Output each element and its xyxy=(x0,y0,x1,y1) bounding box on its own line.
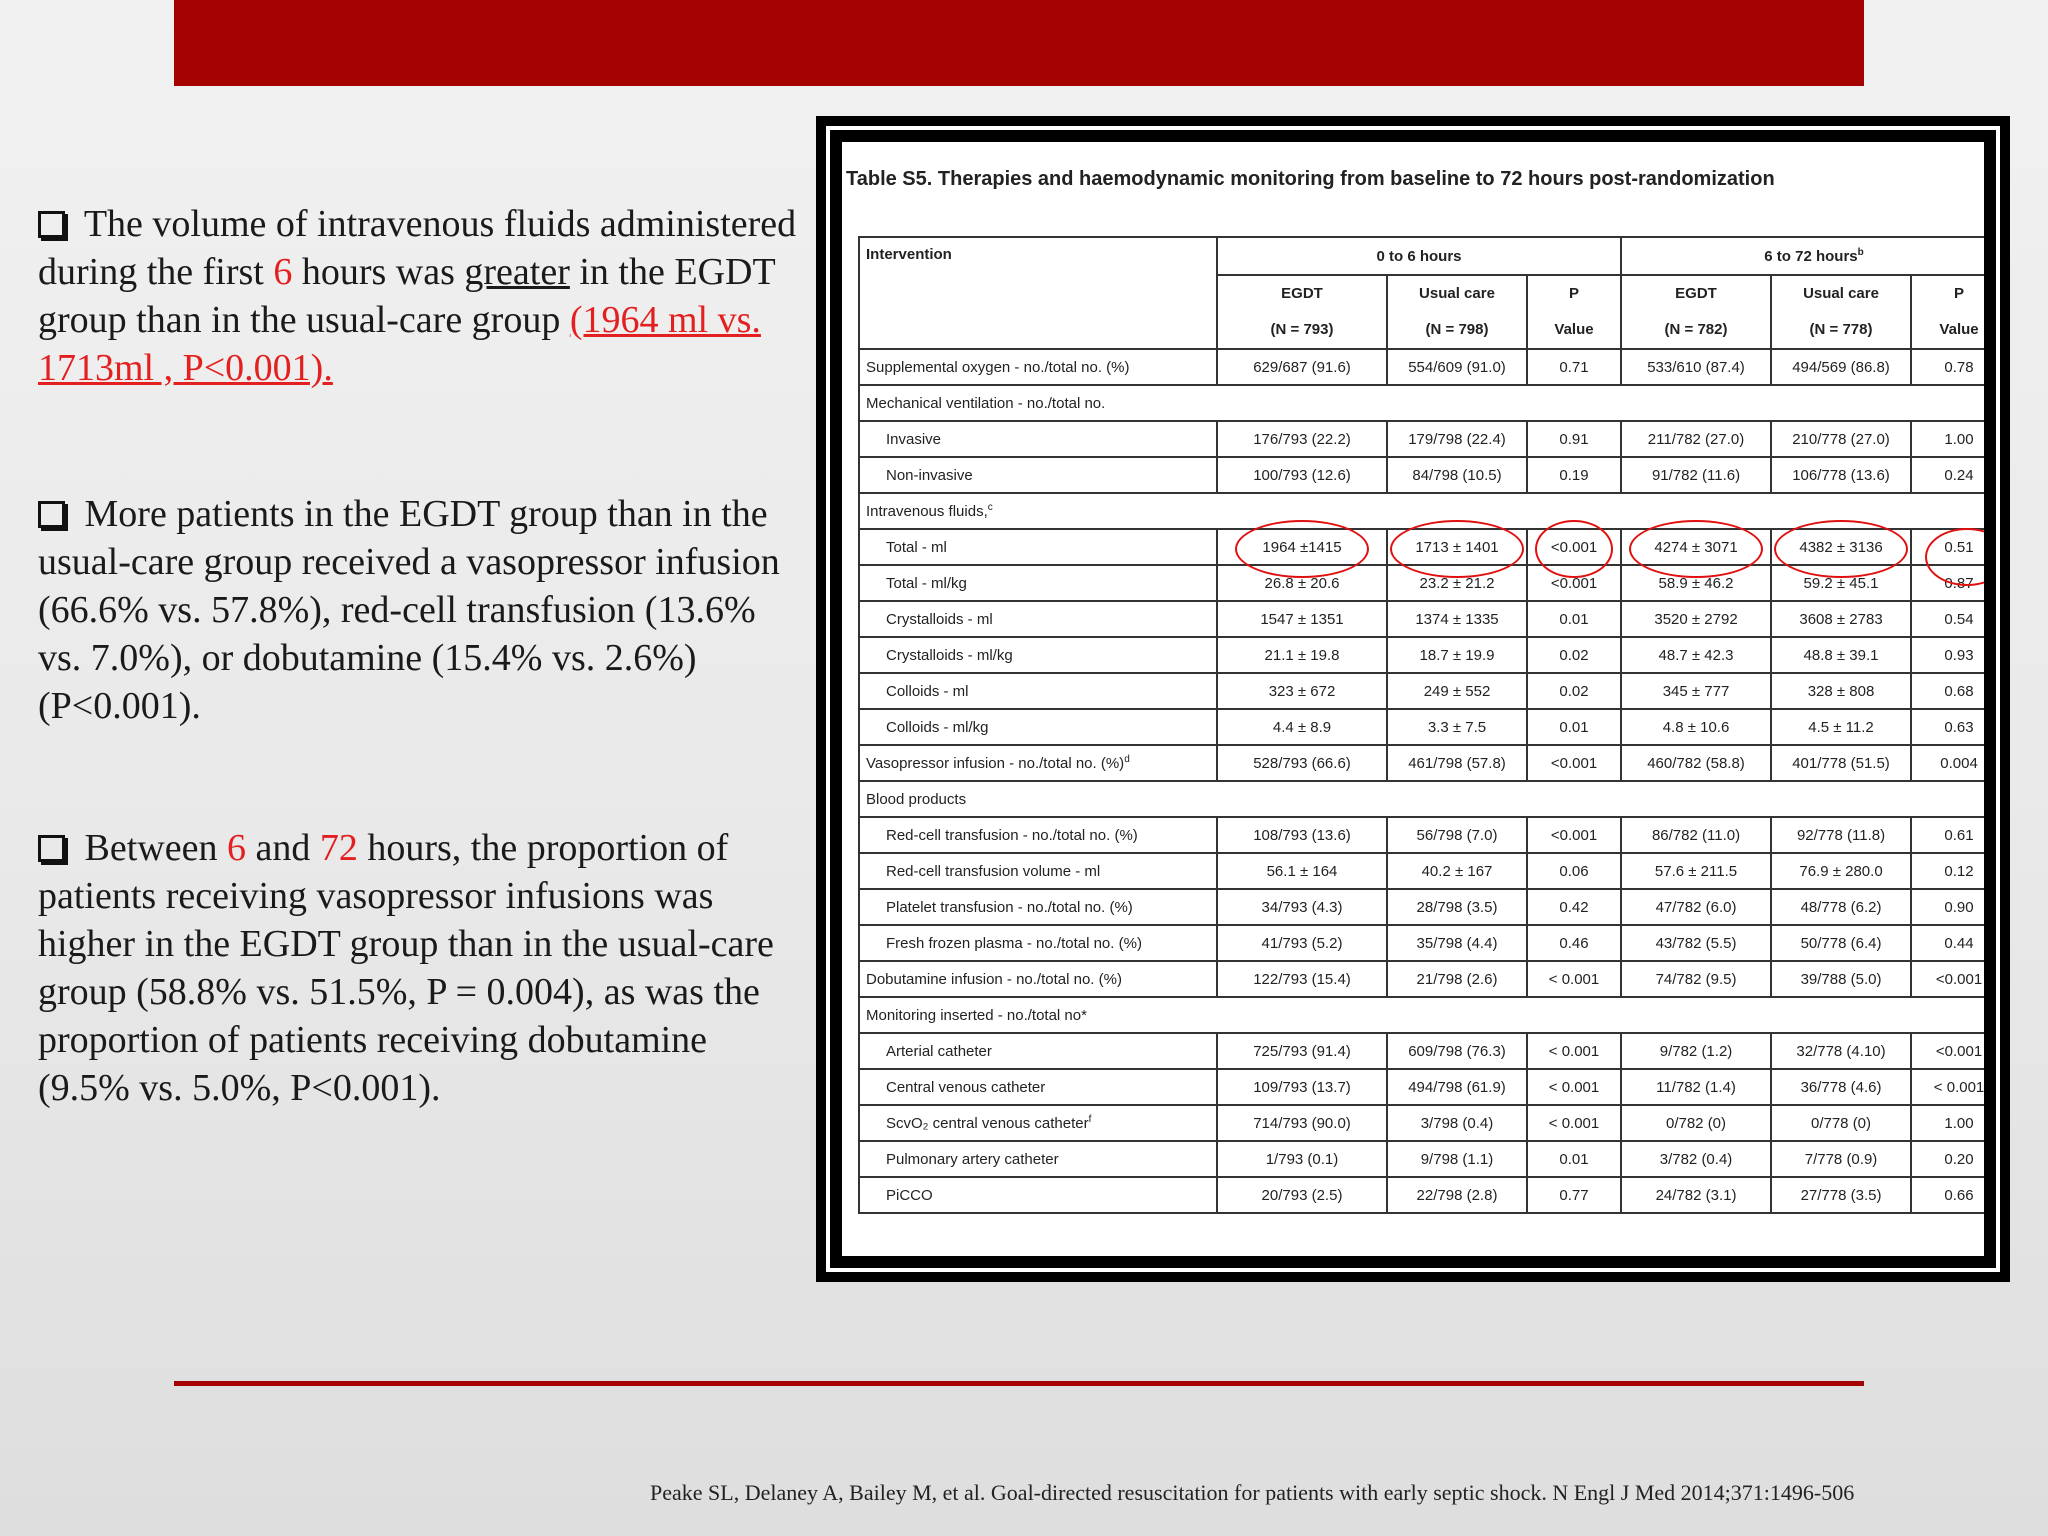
row-label-text: Mechanical ventilation - no./total no. xyxy=(866,394,1106,412)
cell-value: <0.001 xyxy=(1527,817,1621,853)
row-label-text: Pulmonary artery catheter xyxy=(886,1150,1059,1168)
row-label xyxy=(859,457,1217,493)
cell-value: 494/798 (61.9) xyxy=(1387,1069,1527,1105)
row-label xyxy=(859,1141,1217,1177)
row-label-text: PiCCO xyxy=(886,1186,933,1204)
bullet2-text: More patients in the EGDT group than in the usual-care group received a vasopressor infusion (66.6% vs. 57.8%), red-cell transfusion (13.6% vs. 7.0%), or dobutamine (15.4% vs. 2.6%)(P<0.001). xyxy=(38,493,780,727)
table-row xyxy=(859,1141,1984,1177)
highlight-circle xyxy=(1774,520,1908,578)
row-footnote-marker: c xyxy=(987,502,993,513)
frame-inner-border xyxy=(826,126,2000,1272)
row-footnote-marker: d xyxy=(1124,754,1130,765)
cell-value: 39/788 (5.0) xyxy=(1771,961,1911,997)
cell-value: 47/782 (6.0) xyxy=(1621,889,1771,925)
cell-value: < 0.001 xyxy=(1527,961,1621,997)
cell-value: 714/793 (90.0) xyxy=(1217,1105,1387,1141)
cell-value: 59.2 ± 45.1 xyxy=(1771,565,1911,601)
cell-value: 50/778 (6.4) xyxy=(1771,925,1911,961)
cell-value: 0.61 xyxy=(1911,817,1984,853)
header-usual-label: Usual care xyxy=(1419,285,1495,302)
cell-value: 92/778 (11.8) xyxy=(1771,817,1911,853)
row-label xyxy=(859,1033,1217,1069)
row-label xyxy=(859,1105,1217,1141)
row-label-text: Red-cell transfusion volume - ml xyxy=(886,862,1101,880)
cell-value: 0.46 xyxy=(1527,925,1621,961)
header-p-6-72 xyxy=(1911,275,1984,349)
cell-value: 1374 ± 1335 xyxy=(1387,601,1527,637)
cell-value: 0/778 (0) xyxy=(1771,1105,1911,1141)
row-label xyxy=(859,997,1984,1033)
cell-value: 41/793 (5.2) xyxy=(1217,925,1387,961)
row-label xyxy=(859,781,1984,817)
table-image-frame xyxy=(816,116,2010,1282)
row-label-text: Arterial catheter xyxy=(886,1042,992,1060)
row-label xyxy=(859,673,1217,709)
cell-value: <0.001 xyxy=(1911,1033,1984,1069)
cell-value: 0.01 xyxy=(1527,1141,1621,1177)
table-row xyxy=(859,961,1984,997)
header-6-to-72-label: 6 to 72 hours xyxy=(1764,248,1858,265)
cell-value: 0.01 xyxy=(1527,709,1621,745)
cell-value: 4.5 ± 11.2 xyxy=(1771,709,1911,745)
row-label xyxy=(859,709,1217,745)
cell-value: 460/782 (58.8) xyxy=(1621,745,1771,781)
cell-value: 179/798 (22.4) xyxy=(1387,421,1527,457)
cell-value: 0.71 xyxy=(1527,349,1621,385)
header-usual-6-72 xyxy=(1771,275,1911,349)
cell-value: 26.8 ± 20.6 xyxy=(1217,565,1387,601)
cell-value: 84/798 (10.5) xyxy=(1387,457,1527,493)
cell-value: 91/782 (11.6) xyxy=(1621,457,1771,493)
cell-value: 0.68 xyxy=(1911,673,1984,709)
cell-value: 0.24 xyxy=(1911,457,1984,493)
cell-value: 34/793 (4.3) xyxy=(1217,889,1387,925)
row-label-text: Total - ml/kg xyxy=(886,574,967,592)
cell-value: 122/793 (15.4) xyxy=(1217,961,1387,997)
header-usual-n: (N = 778) xyxy=(1809,321,1873,338)
cell-value: <0.001 xyxy=(1527,529,1621,565)
cell-value: 74/782 (9.5) xyxy=(1621,961,1771,997)
cell-value: < 0.001 xyxy=(1911,1069,1984,1105)
row-label xyxy=(859,601,1217,637)
cell-value: 1964 ±1415 xyxy=(1217,529,1387,565)
row-label xyxy=(859,1177,1217,1213)
cell-value: 48.7 ± 42.3 xyxy=(1621,637,1771,673)
cell-value: 0.78 xyxy=(1911,349,1984,385)
cell-value: 0.51 xyxy=(1911,529,1984,565)
table-row xyxy=(859,745,1984,781)
table-section-row xyxy=(859,385,1984,421)
header-egdt-0-6 xyxy=(1217,275,1387,349)
bullet1-text-1: The volume of intravenous fluids administered during the first xyxy=(38,203,797,293)
cell-value: 40.2 ± 167 xyxy=(1387,853,1527,889)
row-label-text: Invasive xyxy=(886,430,942,448)
cell-value: 4.4 ± 8.9 xyxy=(1217,709,1387,745)
row-label-text: Blood products xyxy=(866,790,967,808)
header-p-label: P xyxy=(1954,285,1965,302)
bullet1-text-4: in the EGDT group than in the usual-care group xyxy=(38,251,775,341)
cell-value: 0.77 xyxy=(1527,1177,1621,1213)
cell-value: 0/782 (0) xyxy=(1621,1105,1771,1141)
cell-value: 28/798 (3.5) xyxy=(1387,889,1527,925)
table-row xyxy=(859,853,1984,889)
cell-value: 176/793 (22.2) xyxy=(1217,421,1387,457)
cell-value: 554/609 (91.0) xyxy=(1387,349,1527,385)
table-section-row xyxy=(859,781,1984,817)
bottom-accent-rule xyxy=(174,1381,1864,1386)
row-label xyxy=(859,745,1217,781)
cell-value: <0.001 xyxy=(1911,961,1984,997)
header-6-to-72-hours xyxy=(1621,237,1984,275)
cell-value: 0.93 xyxy=(1911,637,1984,673)
cell-value: 48/778 (6.2) xyxy=(1771,889,1911,925)
row-label xyxy=(859,529,1217,565)
row-label-text: Monitoring inserted - no./total no* xyxy=(866,1006,1087,1024)
row-label-text: Colloids - ml xyxy=(886,682,969,700)
row-label-text: Supplemental oxygen - no./total no. (%) xyxy=(866,358,1130,376)
header-value-label: Value xyxy=(1939,321,1979,338)
highlight-circle xyxy=(1535,520,1613,578)
cell-value: 0.06 xyxy=(1527,853,1621,889)
cell-value: 0.63 xyxy=(1911,709,1984,745)
cell-value: 100/793 (12.6) xyxy=(1217,457,1387,493)
header-p-label: P xyxy=(1569,285,1580,302)
bullet1-result-highlight: (1964 ml vs. 1713ml , P<0.001). xyxy=(38,299,761,389)
cell-value: 0.20 xyxy=(1911,1141,1984,1177)
row-label-text: Fresh frozen plasma - no./total no. (%) xyxy=(886,934,1142,952)
cell-value: 21.1 ± 19.8 xyxy=(1217,637,1387,673)
row-label-text: Crystalloids - ml/kg xyxy=(886,646,1013,664)
cell-value: 23.2 ± 21.2 xyxy=(1387,565,1527,601)
cell-value: < 0.001 xyxy=(1527,1069,1621,1105)
cell-value: 9/798 (1.1) xyxy=(1387,1141,1527,1177)
row-label-text: Red-cell transfusion - no./total no. (%) xyxy=(886,826,1138,844)
table-row xyxy=(859,925,1984,961)
cell-value: 56.1 ± 164 xyxy=(1217,853,1387,889)
row-label-text: Intravenous fluids, xyxy=(866,503,988,520)
cell-value: 725/793 (91.4) xyxy=(1217,1033,1387,1069)
table-row xyxy=(859,637,1984,673)
table-row xyxy=(859,889,1984,925)
cell-value: 9/782 (1.2) xyxy=(1621,1033,1771,1069)
cell-value: 22/798 (2.8) xyxy=(1387,1177,1527,1213)
row-label xyxy=(859,817,1217,853)
table-row xyxy=(859,817,1984,853)
checkbox-bullet-icon xyxy=(38,211,65,238)
row-label xyxy=(859,421,1217,457)
table-row xyxy=(859,601,1984,637)
cell-value: 48.8 ± 39.1 xyxy=(1771,637,1911,673)
bullet-6-to-72-hours xyxy=(38,824,798,1112)
cell-value: 57.6 ± 211.5 xyxy=(1621,853,1771,889)
cell-value: 0.01 xyxy=(1527,601,1621,637)
cell-value: 533/610 (87.4) xyxy=(1621,349,1771,385)
cell-value: 0.44 xyxy=(1911,925,1984,961)
cell-value: 1547 ± 1351 xyxy=(1217,601,1387,637)
row-label-text: Central venous catheter xyxy=(886,1078,1046,1096)
row-label xyxy=(859,349,1217,385)
cell-value: 249 ± 552 xyxy=(1387,673,1527,709)
table-row xyxy=(859,709,1984,745)
cell-value: 494/569 (86.8) xyxy=(1771,349,1911,385)
table-row xyxy=(859,1069,1984,1105)
cell-value: 1/793 (0.1) xyxy=(1217,1141,1387,1177)
table-row xyxy=(859,1033,1984,1069)
header-egdt-n: (N = 782) xyxy=(1664,321,1728,338)
cell-value: 0.004 xyxy=(1911,745,1984,781)
cell-value: 1.00 xyxy=(1911,421,1984,457)
header-usual-n: (N = 798) xyxy=(1425,321,1489,338)
bullet-vasopressor-transfusion xyxy=(38,490,798,730)
cell-value: 461/798 (57.8) xyxy=(1387,745,1527,781)
cell-value: 76.9 ± 280.0 xyxy=(1771,853,1911,889)
cell-value: <0.001 xyxy=(1527,745,1621,781)
row-label xyxy=(859,889,1217,925)
cell-value: 609/798 (76.3) xyxy=(1387,1033,1527,1069)
bullet1-underlined-greater: greater xyxy=(464,251,570,293)
cell-value: 3/798 (0.4) xyxy=(1387,1105,1527,1141)
cell-value: 20/793 (2.5) xyxy=(1217,1177,1387,1213)
row-label xyxy=(859,637,1217,673)
bullet3-highlight-72: 72 xyxy=(319,827,358,869)
cell-value: 0.87 xyxy=(1911,565,1984,601)
bullet3-text-3: hours, the proportion of patients receiving vasopressor infusions was higher in the EGDT group than in the usual-care group (58.8% vs. 51.5%, P = 0.004), as was the proportion of patients receiving dobutamine (9.5% vs. 5.0%, P<0.001). xyxy=(38,827,774,1109)
cell-value: 24/782 (3.1) xyxy=(1621,1177,1771,1213)
cell-value: 4274 ± 3071 xyxy=(1621,529,1771,565)
row-label-text: Dobutamine infusion - no./total no. (%) xyxy=(866,970,1122,988)
header-egdt-6-72 xyxy=(1621,275,1771,349)
header-egdt-label: EGDT xyxy=(1675,285,1717,302)
cell-value: 35/798 (4.4) xyxy=(1387,925,1527,961)
header-usual-label: Usual care xyxy=(1803,285,1879,302)
cell-value: 3.3 ± 7.5 xyxy=(1387,709,1527,745)
table-row xyxy=(859,673,1984,709)
cell-value: 323 ± 672 xyxy=(1217,673,1387,709)
cell-value: < 0.001 xyxy=(1527,1105,1621,1141)
row-label-text: Vasopressor infusion - no./total no. (%) xyxy=(866,755,1125,772)
cell-value: 11/782 (1.4) xyxy=(1621,1069,1771,1105)
cell-value: 4382 ± 3136 xyxy=(1771,529,1911,565)
row-label xyxy=(859,853,1217,889)
cell-value: 58.9 ± 46.2 xyxy=(1621,565,1771,601)
header-p-0-6 xyxy=(1527,275,1621,349)
cell-value: 1.00 xyxy=(1911,1105,1984,1141)
cell-value: 0.42 xyxy=(1527,889,1621,925)
cell-value: 18.7 ± 19.9 xyxy=(1387,637,1527,673)
citation: Peake SL, Delaney A, Bailey M, et al. Goal-directed resuscitation for patients with early septic shock. N Engl J Med 2014;371:1496-506 xyxy=(650,1480,1855,1505)
bullet3-highlight-6: 6 xyxy=(226,827,246,869)
table-section-row xyxy=(859,997,1984,1033)
top-accent-bar xyxy=(174,0,1864,86)
cell-value: 109/793 (13.7) xyxy=(1217,1069,1387,1105)
row-label xyxy=(859,1069,1217,1105)
row-label-text: Crystalloids - ml xyxy=(886,610,993,628)
cell-value: 629/687 (91.6) xyxy=(1217,349,1387,385)
cell-value: 0.54 xyxy=(1911,601,1984,637)
cell-value: 528/793 (66.6) xyxy=(1217,745,1387,781)
table-row xyxy=(859,1105,1984,1141)
header-6-to-72-footnote: b xyxy=(1857,247,1864,258)
cell-value: 0.91 xyxy=(1527,421,1621,457)
cell-value: 1713 ± 1401 xyxy=(1387,529,1527,565)
table-paper xyxy=(842,142,1984,1256)
row-label xyxy=(859,961,1217,997)
cell-value: 43/782 (5.5) xyxy=(1621,925,1771,961)
table-row xyxy=(859,1177,1984,1213)
cell-value: 0.19 xyxy=(1527,457,1621,493)
cell-value: 32/778 (4.10) xyxy=(1771,1033,1911,1069)
cell-value: 3520 ± 2792 xyxy=(1621,601,1771,637)
cell-value: 210/778 (27.0) xyxy=(1771,421,1911,457)
highlight-circle xyxy=(1390,520,1524,578)
table-row xyxy=(859,349,1984,385)
table-caption: Table S5. Therapies and haemodynamic monitoring from baseline to 72 hours post-randomization xyxy=(846,168,1775,190)
cell-value: 211/782 (27.0) xyxy=(1621,421,1771,457)
row-label xyxy=(859,385,1984,421)
cell-value: 86/782 (11.0) xyxy=(1621,817,1771,853)
cell-value: 328 ± 808 xyxy=(1771,673,1911,709)
table-row xyxy=(859,421,1984,457)
cell-value: 0.12 xyxy=(1911,853,1984,889)
header-0-to-6-hours: 0 to 6 hours xyxy=(1217,237,1621,275)
cell-value: 4.8 ± 10.6 xyxy=(1621,709,1771,745)
header-egdt-label: EGDT xyxy=(1281,285,1323,302)
cell-value: 56/798 (7.0) xyxy=(1387,817,1527,853)
checkbox-bullet-icon xyxy=(38,501,65,528)
cell-value: 0.02 xyxy=(1527,673,1621,709)
bullet1-highlight-6: 6 xyxy=(273,251,293,293)
bullet1-text-2: hours was xyxy=(292,251,465,293)
bullet3-text-1: Between xyxy=(75,827,227,869)
bullet-fluid-volume xyxy=(38,200,798,392)
cell-value: 36/778 (4.6) xyxy=(1771,1069,1911,1105)
cell-value: < 0.001 xyxy=(1527,1033,1621,1069)
cell-value: 345 ± 777 xyxy=(1621,673,1771,709)
row-label-text: Non-invasive xyxy=(886,466,973,484)
row-label-text: Colloids - ml/kg xyxy=(886,718,989,736)
cell-value: 3608 ± 2783 xyxy=(1771,601,1911,637)
bullet3-text-2: and xyxy=(245,827,320,869)
row-label xyxy=(859,565,1217,601)
cell-value: 0.66 xyxy=(1911,1177,1984,1213)
row-footnote-marker: f xyxy=(1088,1114,1092,1125)
highlight-circle xyxy=(1235,520,1369,578)
header-value-label: Value xyxy=(1554,321,1594,338)
header-usual-0-6 xyxy=(1387,275,1527,349)
header-intervention: Intervention xyxy=(859,237,1217,349)
cell-value: 106/778 (13.6) xyxy=(1771,457,1911,493)
row-label-text: ScvO₂ central venous catheter xyxy=(886,1115,1089,1132)
cell-value: 0.90 xyxy=(1911,889,1984,925)
cell-value: 21/798 (2.6) xyxy=(1387,961,1527,997)
cell-value: 108/793 (13.6) xyxy=(1217,817,1387,853)
cell-value: <0.001 xyxy=(1527,565,1621,601)
table-row xyxy=(859,457,1984,493)
highlight-circle xyxy=(1629,520,1763,578)
header-egdt-n: (N = 793) xyxy=(1270,321,1334,338)
cell-value: 3/782 (0.4) xyxy=(1621,1141,1771,1177)
table-body xyxy=(859,349,1984,1213)
cell-value: 0.02 xyxy=(1527,637,1621,673)
therapies-table xyxy=(858,236,1984,1214)
cell-value: 7/778 (0.9) xyxy=(1771,1141,1911,1177)
cell-value: 27/778 (3.5) xyxy=(1771,1177,1911,1213)
row-label xyxy=(859,925,1217,961)
checkbox-bullet-icon xyxy=(38,835,65,862)
row-label-text: Platelet transfusion - no./total no. (%) xyxy=(886,898,1133,916)
cell-value: 401/778 (51.5) xyxy=(1771,745,1911,781)
row-label-text: Total - ml xyxy=(886,538,947,556)
